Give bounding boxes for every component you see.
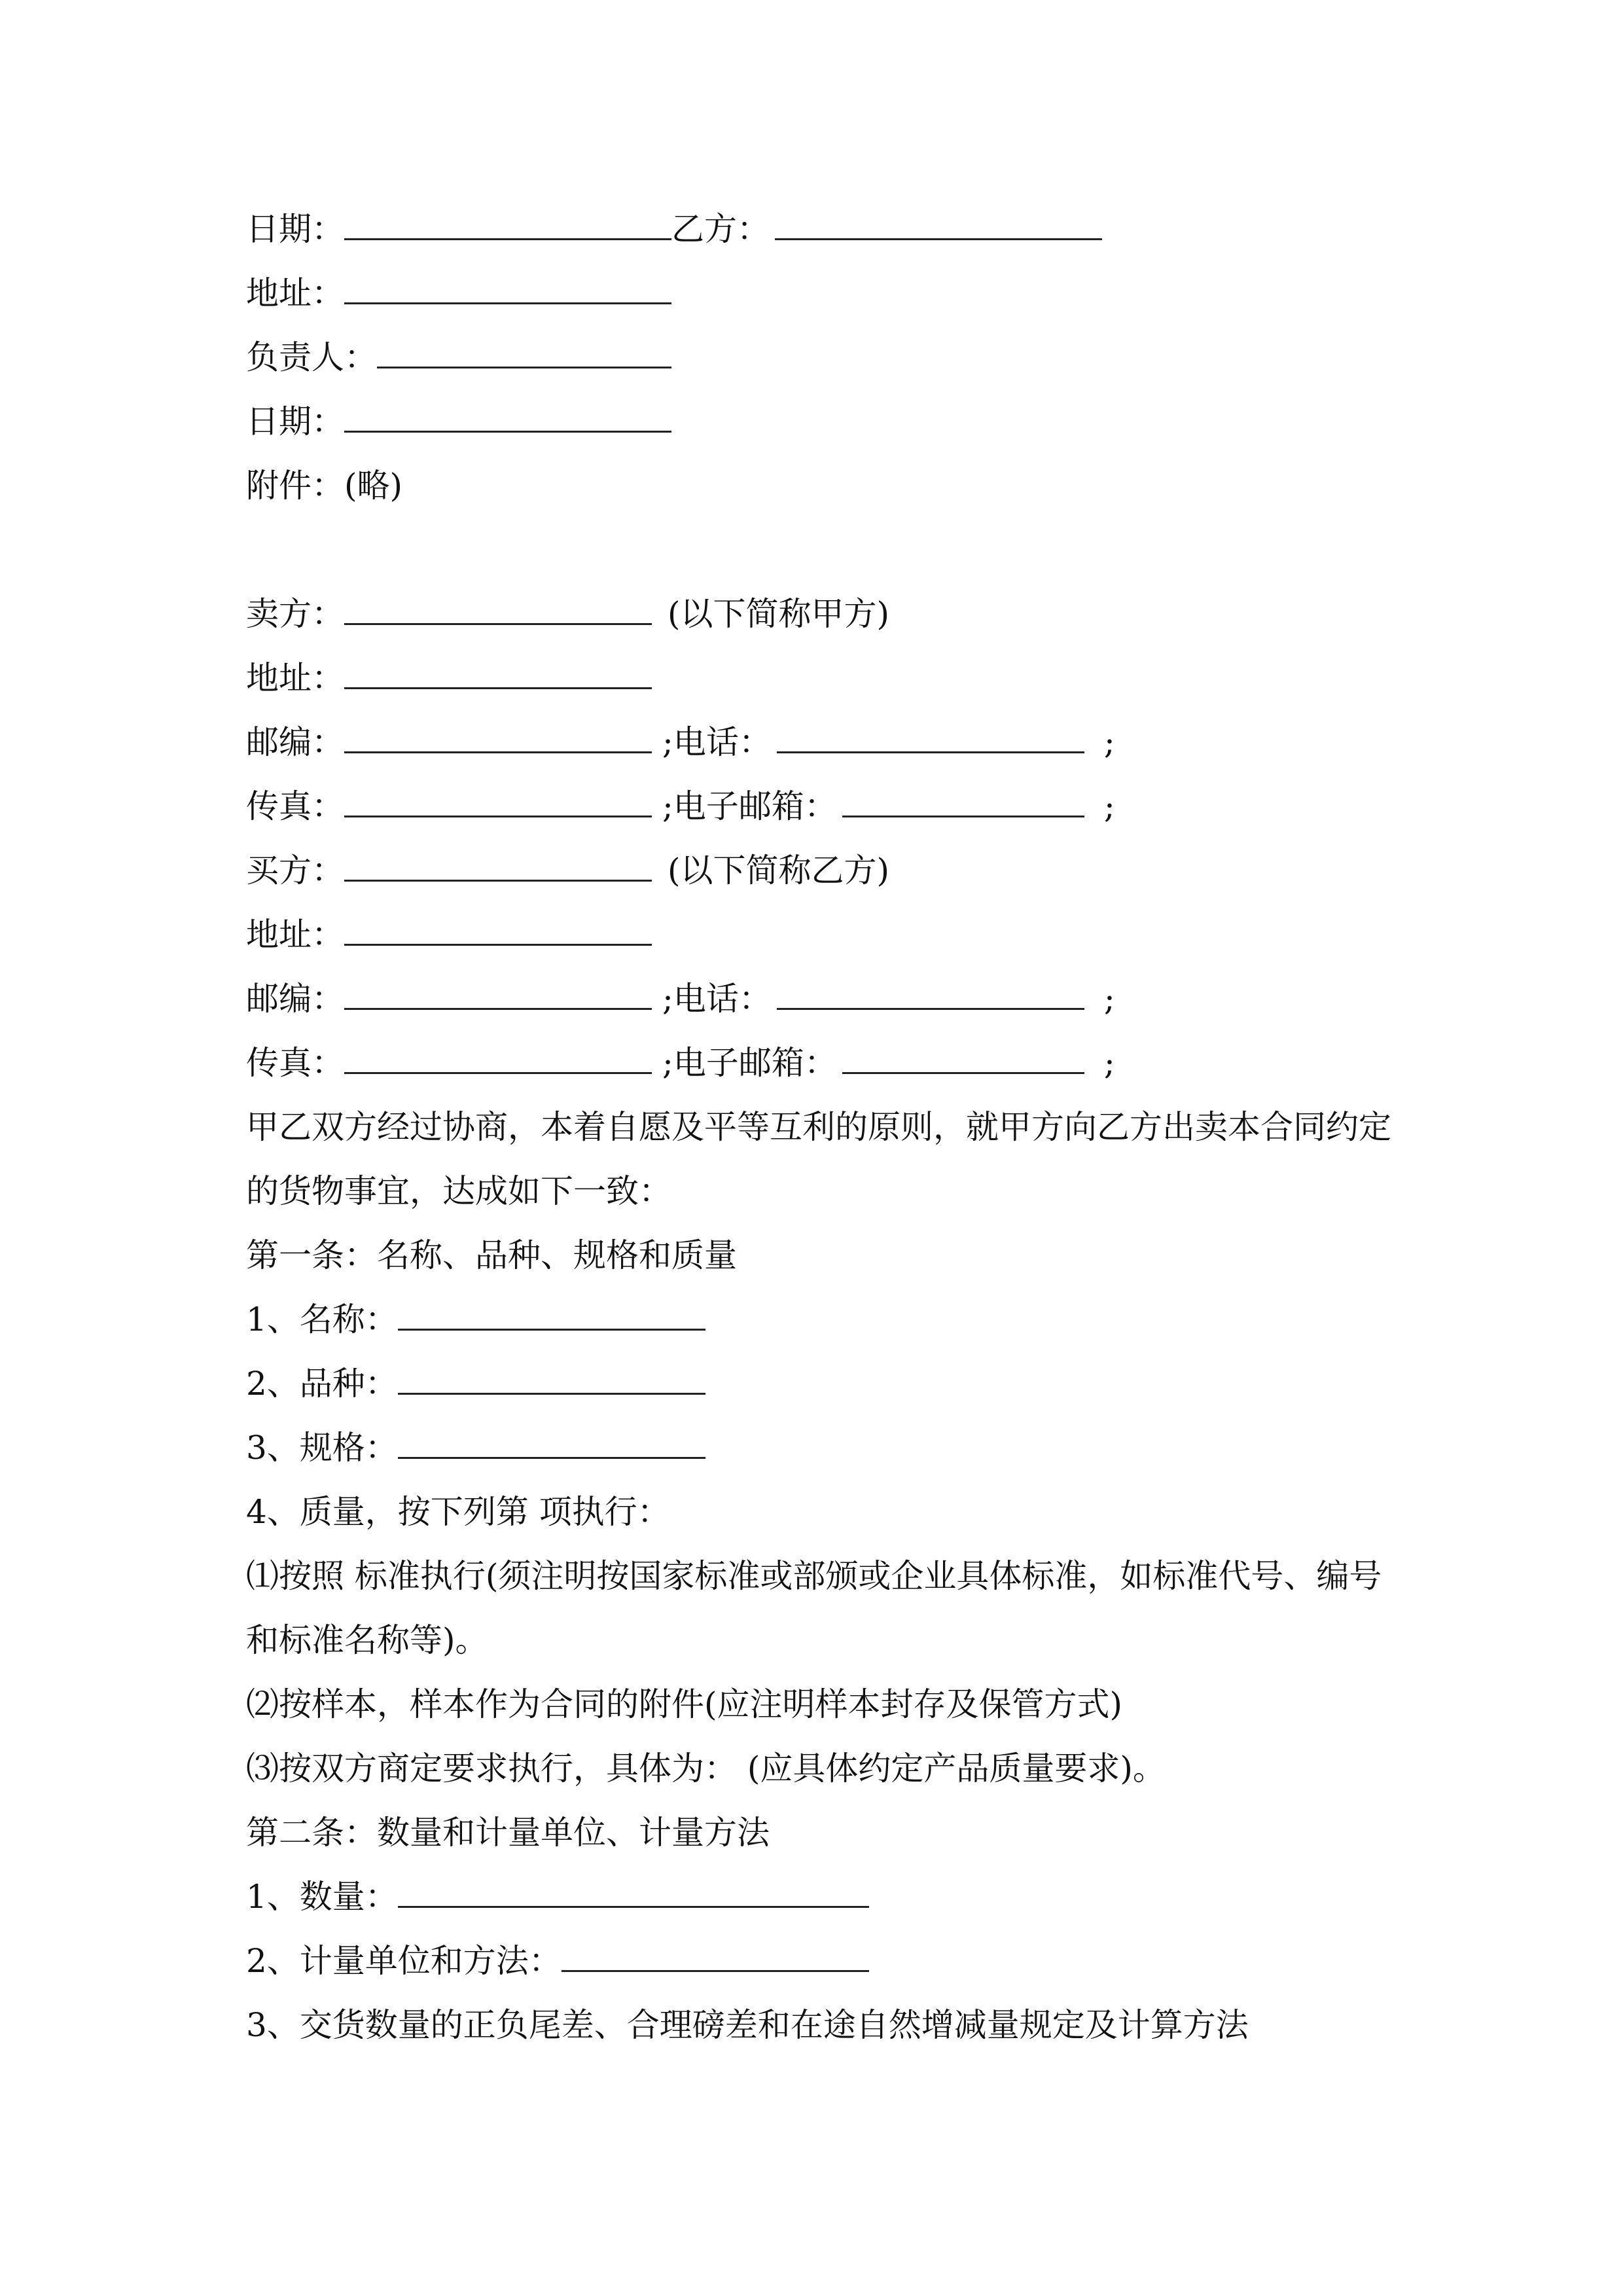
top-date2-field[interactable] [344,402,671,433]
seller-fax-label: 传真： [246,787,344,825]
article1-variety-field[interactable] [398,1364,705,1395]
article2-quantity-field[interactable] [398,1877,869,1908]
responsible-field[interactable] [377,338,671,368]
article1-name-field[interactable] [398,1300,705,1331]
buyer-address-label: 地址： [246,916,344,954]
buyer-field[interactable] [344,851,652,882]
top-date2-row [246,402,671,441]
article1-item2: ⑵按样本，样本作为合同的附件(应注明样本封存及保管方式) [246,1685,1123,1723]
article1-title: 第一条：名称、品种、规格和质量 [246,1236,737,1274]
attachment-row [246,466,402,505]
attachment-label: 附件：(略) [246,467,403,505]
intro-line-1: 甲乙双方经过协商，本着自愿及平等互利的原则，就甲方向乙方出卖本合同约定 [246,1108,1391,1146]
top-date-field[interactable] [344,209,671,240]
article2-tolerance-row: 3、交货数量的正负尾差、合理磅差和在途自然增减量规定及计算方法 [246,2006,1249,2044]
seller-row [246,594,889,634]
top-date-label: 日期： [246,210,344,248]
buyer-phone-field[interactable] [777,979,1084,1010]
seller-postcode-label: 邮编： [246,723,344,761]
buyer-phone-label: ;电话： [662,980,772,1018]
party-b-field[interactable] [775,209,1102,240]
article2-quantity-row [246,1877,869,1916]
seller-fax-row [246,787,1115,826]
seller-abbr: (以下简称甲方) [668,595,890,633]
seller-postcode-field[interactable] [344,723,652,753]
article1-item1-line2: 和标准名称等)。 [246,1621,488,1659]
seller-phone-end: ; [1103,723,1115,761]
seller-address-label: 地址： [246,659,344,697]
article1-spec-row [246,1428,705,1467]
buyer-postcode-field[interactable] [344,979,652,1010]
buyer-label: 买方： [246,852,344,889]
responsible-label: 负责人： [246,338,377,376]
seller-postcode-row [246,723,1115,762]
article2-unit-label: 2、计量单位和方法： [246,1942,562,1980]
seller-phone-label: ;电话： [662,723,772,761]
top-date-row [246,209,1102,249]
top-address-label: 地址： [246,274,344,312]
article1-quality-row: 4、质量，按下列第 项执行： [246,1493,670,1531]
buyer-postcode-label: 邮编： [246,980,344,1018]
article2-quantity-label: 1、数量： [246,1878,398,1916]
article1-name-label: 1、名称： [246,1300,398,1338]
buyer-email-label: ;电子邮箱： [662,1044,837,1082]
article2-title: 第二条：数量和计量单位、计量方法 [246,1814,770,1852]
top-date2-label: 日期： [246,403,344,440]
article1-variety-label: 2、品种： [246,1365,398,1403]
seller-label: 卖方： [246,595,344,633]
seller-email-label: ;电子邮箱： [662,787,837,825]
buyer-address-field[interactable] [344,915,652,946]
article1-item1-line1: ⑴按照 标准执行(须注明按国家标准或部颁或企业具体标准，如标准代号、编号 [246,1557,1382,1595]
responsible-row [246,338,671,377]
top-address-row [246,274,671,313]
buyer-postcode-row [246,979,1115,1018]
seller-fax-field[interactable] [344,787,652,817]
buyer-address-row [246,915,652,954]
seller-email-field[interactable] [842,787,1084,817]
top-address-field[interactable] [344,274,671,304]
party-b-label: 乙方： [671,210,770,248]
article1-name-row [246,1300,705,1339]
intro-line-2: 的货物事宜，达成如下一致： [246,1172,671,1210]
article1-spec-label: 3、规格： [246,1429,398,1467]
seller-address-row [246,658,652,698]
article1-variety-row [246,1364,705,1403]
buyer-row [246,851,889,890]
buyer-fax-field[interactable] [344,1043,652,1074]
buyer-fax-label: 传真： [246,1044,344,1082]
seller-phone-field[interactable] [777,723,1084,753]
buyer-email-field[interactable] [842,1043,1084,1074]
article1-spec-field[interactable] [398,1428,705,1459]
buyer-fax-row [246,1043,1115,1083]
buyer-email-end: ; [1103,1044,1115,1082]
buyer-phone-end: ; [1103,980,1115,1018]
article2-unit-row [246,1941,869,1981]
article2-unit-field[interactable] [562,1941,869,1972]
seller-address-field[interactable] [344,658,652,689]
buyer-abbr: (以下简称乙方) [668,852,890,889]
seller-field[interactable] [344,594,652,625]
seller-email-end: ; [1103,787,1115,825]
article1-item3: ⑶按双方商定要求执行，具体为： (应具体约定产品质量要求)。 [246,1749,1166,1787]
